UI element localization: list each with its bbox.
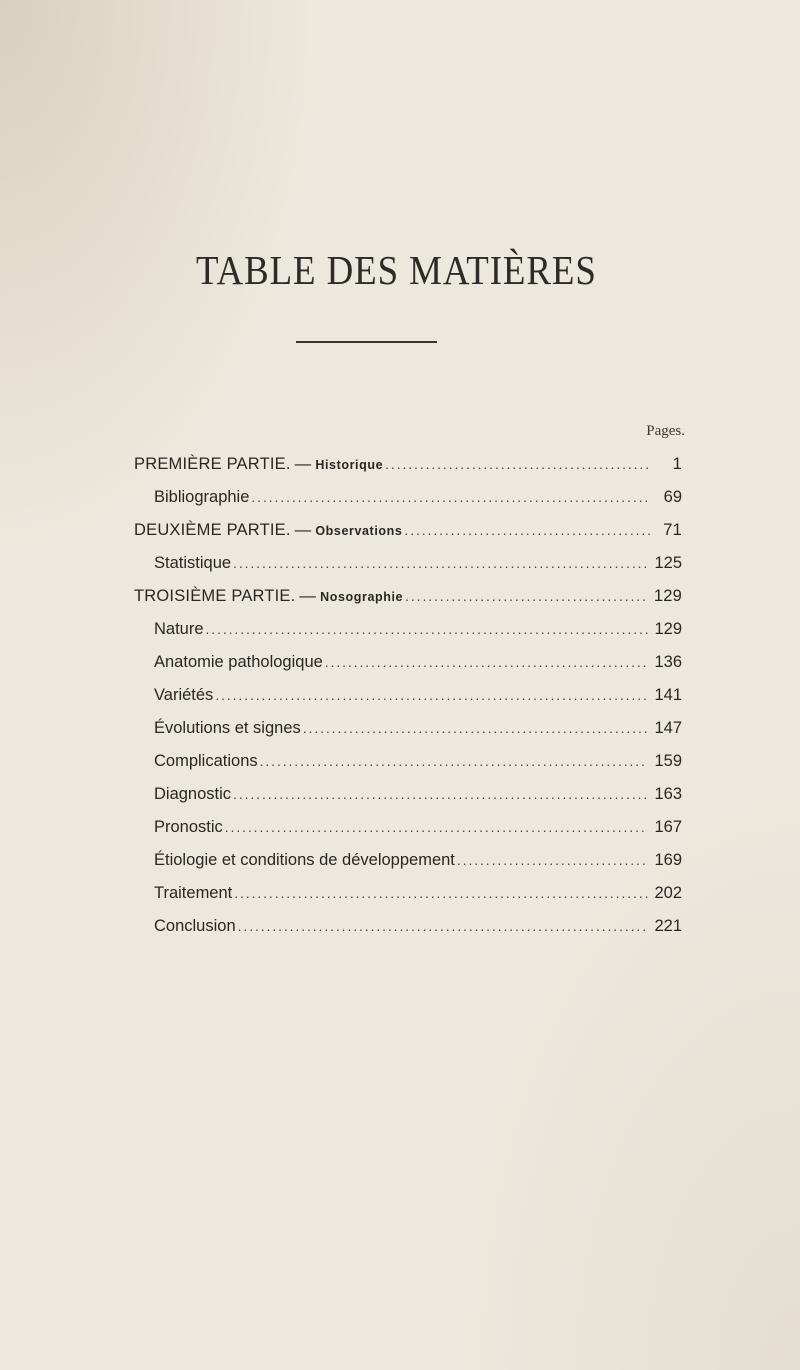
page-number: 71 bbox=[663, 521, 682, 539]
entry-label: Nature bbox=[154, 620, 204, 638]
dot-leader bbox=[215, 686, 648, 705]
entry-label: Étiologie et conditions de développement bbox=[154, 851, 455, 869]
page-number: 129 bbox=[654, 620, 682, 638]
part-subtitle: Observations bbox=[315, 524, 403, 538]
page-number: 1 bbox=[672, 455, 682, 473]
dash-separator: — bbox=[299, 587, 317, 605]
page-number: 202 bbox=[654, 884, 682, 902]
page-number: 221 bbox=[654, 917, 682, 935]
page-number: 69 bbox=[663, 488, 682, 506]
entry-label: Conclusion bbox=[154, 917, 236, 935]
page-number: 141 bbox=[654, 686, 682, 704]
toc-entry bbox=[154, 884, 682, 908]
part-label: PREMIÈRE PARTIE. bbox=[134, 455, 291, 473]
entry-label: Évolutions et signes bbox=[154, 719, 301, 737]
dot-leader bbox=[206, 620, 649, 639]
toc-entry bbox=[154, 488, 682, 512]
toc-entry bbox=[154, 653, 682, 677]
entry-label: Statistique bbox=[154, 554, 232, 572]
pages-column-label: Pages. bbox=[646, 423, 685, 439]
toc-entry bbox=[154, 818, 682, 842]
toc-entry bbox=[154, 917, 682, 941]
part-subtitle: Historique bbox=[315, 458, 384, 472]
entry-label: Variétés bbox=[154, 686, 214, 704]
dot-leader bbox=[404, 521, 650, 540]
dot-leader bbox=[233, 785, 648, 804]
dot-leader bbox=[251, 488, 650, 507]
toc-entry bbox=[154, 554, 682, 578]
entry-label: Bibliographie bbox=[154, 488, 250, 506]
dot-leader bbox=[457, 851, 649, 870]
dot-leader bbox=[225, 818, 649, 837]
entry-label: Traitement bbox=[154, 884, 233, 902]
toc-entry-part-1 bbox=[134, 455, 682, 479]
dot-leader bbox=[233, 554, 648, 573]
page-title: TABLE DES MATIÈRES bbox=[196, 247, 597, 293]
dot-leader bbox=[405, 587, 648, 606]
toc-entry-part-3 bbox=[134, 587, 682, 611]
dot-leader bbox=[325, 653, 649, 672]
toc-entry bbox=[154, 851, 682, 875]
page-number: 169 bbox=[654, 851, 682, 869]
part-label: TROISIÈME PARTIE. bbox=[134, 587, 296, 605]
entry-label: Diagnostic bbox=[154, 785, 232, 803]
page-number: 129 bbox=[653, 587, 682, 605]
page-number: 159 bbox=[654, 752, 682, 770]
entry-label: Anatomie pathologique bbox=[154, 653, 323, 671]
toc-entry bbox=[154, 719, 682, 743]
dot-leader bbox=[385, 455, 650, 474]
toc-entry bbox=[154, 620, 682, 644]
page-number: 136 bbox=[654, 653, 682, 671]
dot-leader bbox=[303, 719, 649, 738]
page-number: 147 bbox=[654, 719, 682, 737]
entry-label: Pronostic bbox=[154, 818, 223, 836]
toc-entry bbox=[154, 752, 682, 776]
dash-separator: — bbox=[294, 455, 312, 473]
entry-label: Complications bbox=[154, 752, 258, 770]
part-subtitle: Nosographie bbox=[320, 590, 404, 604]
part-label: DEUXIÈME PARTIE. bbox=[134, 521, 291, 539]
dot-leader bbox=[238, 917, 649, 936]
page-number: 163 bbox=[654, 785, 682, 803]
page-number: 125 bbox=[654, 554, 682, 572]
page-number: 167 bbox=[654, 818, 682, 836]
toc-entry bbox=[154, 686, 682, 710]
dot-leader bbox=[260, 752, 649, 771]
dash-separator: — bbox=[294, 521, 312, 539]
toc-entry-part-2 bbox=[134, 521, 682, 545]
toc-entry bbox=[154, 785, 682, 809]
title-divider bbox=[296, 341, 437, 343]
dot-leader bbox=[234, 884, 648, 903]
